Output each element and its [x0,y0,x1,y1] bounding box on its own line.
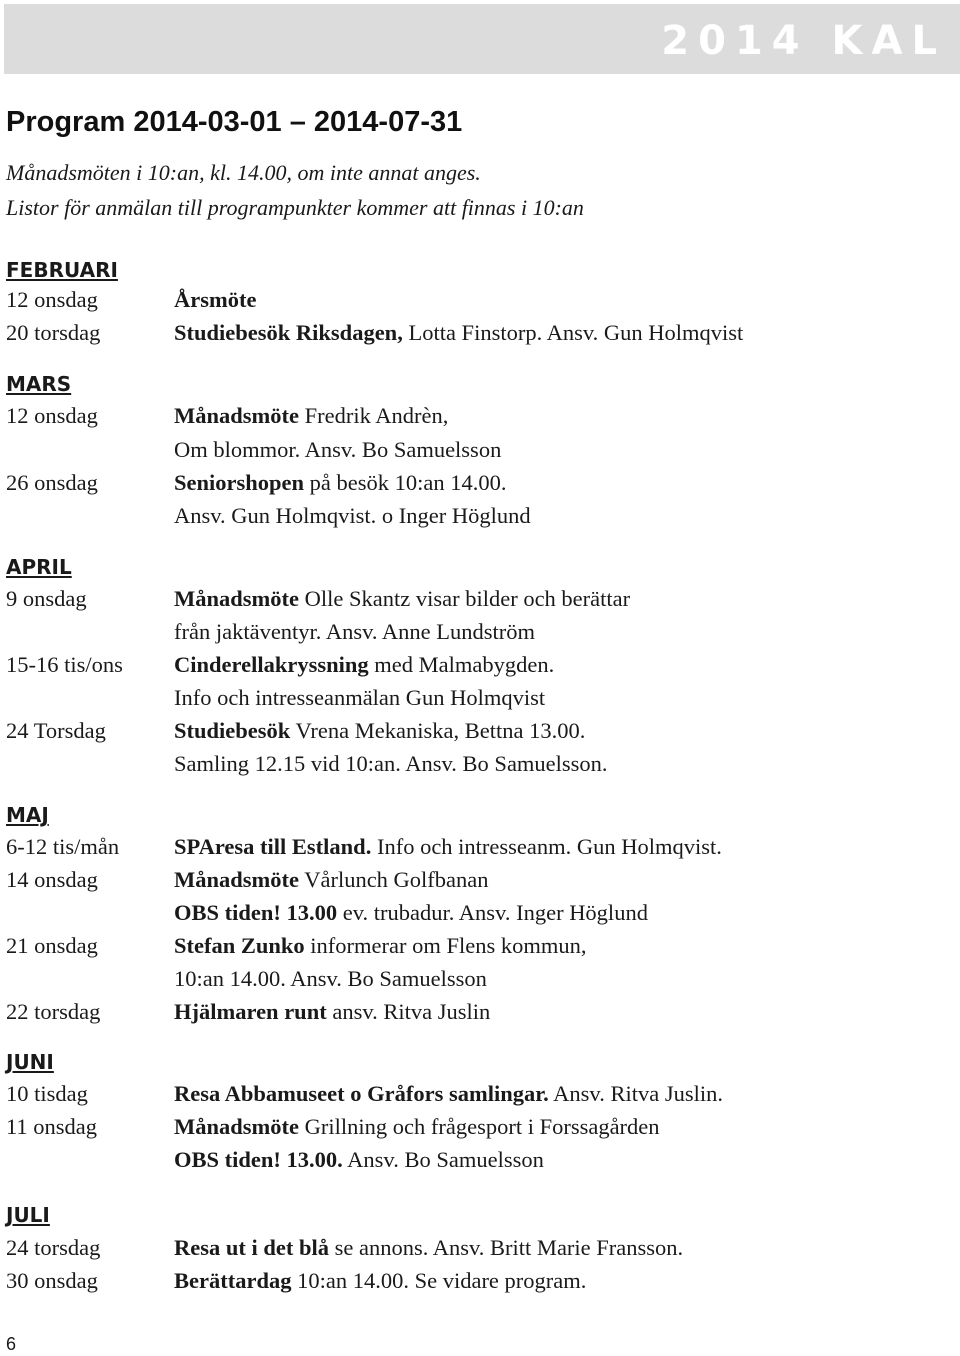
month-heading-februari: FEBRUARI [6,258,118,282]
entry-date: 15-16 tis/ons [6,652,123,677]
entry-details: se annons. Ansv. Britt Marie Fransson. [329,1235,684,1260]
month-heading-april: APRIL [6,555,72,579]
entry-date: 30 onsdag [6,1268,98,1293]
entry-title: Resa Abbamuseet o Gråfors samlingar. [174,1081,549,1106]
program-row [6,1235,946,1267]
subtitle-line-1: Månadsmöten i 10:an, kl. 14.00, om inte annat anges. [6,160,481,185]
entry-continuation: Info och intresseanmälan Gun Holmqvist [174,685,546,710]
page-number: 6 [6,1334,17,1354]
month-heading-mars: MARS [6,372,72,396]
entry-date: 24 Torsdag [6,718,106,743]
program-row [6,470,946,502]
entry-details: Ansv. Ritva Juslin. [548,1081,723,1106]
header-band [4,4,960,74]
entry-details: med Malmabygden. [368,652,555,677]
entry-title: Månadsmöte [174,403,299,428]
program-row [6,652,946,684]
entry-details: Vårlunch Golfbanan [299,867,489,892]
entry-date: 12 onsdag [6,287,98,312]
entry-date: 26 onsdag [6,470,98,495]
entry-title: Månadsmöte [174,586,299,611]
entry-title: Seniorshopen [174,470,305,495]
program-row [6,1114,946,1146]
entry-continuation: 10:an 14.00. Ansv. Bo Samuelsson [174,966,487,991]
entry-date: 12 onsdag [6,403,98,428]
entry-continuation: från jaktäventyr. Ansv. Anne Lundström [174,619,535,644]
entry-date: 6-12 tis/mån [6,834,120,859]
entry-description [174,1268,586,1294]
entry-continuation [174,900,648,926]
program-row [6,1268,946,1300]
program-row [6,999,946,1031]
entry-continuation: Ansv. Gun Holmqvist. o Inger Höglund [174,503,531,528]
entry-date: 14 onsdag [6,867,98,892]
entry-details: informerar om Flens kommun, [304,933,587,958]
entry-description [174,933,587,959]
entry-details: Vrena Mekaniska, Bettna 13.00. [290,718,586,743]
entry-description [174,403,448,429]
program-row [6,834,946,866]
entry-description [174,834,722,860]
entry-description [174,287,256,313]
entry-details: ev. trubadur. Ansv. Inger Höglund [337,900,648,925]
month-heading-maj: MAJ [6,803,49,827]
entry-description [174,470,507,496]
entry-continuation: Om blommor. Ansv. Bo Samuelsson [174,437,502,462]
program-row [6,867,946,899]
entry-title: Hjälmaren runt [174,999,327,1024]
entry-description [174,718,585,744]
program-row [6,718,946,750]
entry-description [174,1081,723,1107]
entry-details: Lotta Finstorp. Ansv. Gun Holmqvist [402,320,744,345]
program-row [6,586,946,618]
entry-details: ansv. Ritva Juslin [326,999,491,1024]
program-row [6,287,946,319]
entry-details: Info och intresseanm. Gun Holmqvist. [371,834,722,859]
entry-details: Grillning och frågesport i Forssagården [299,1114,660,1139]
program-row [6,1081,946,1113]
entry-description [174,652,554,678]
entry-description [174,999,490,1025]
entry-title: Berättardag [174,1268,292,1293]
entry-details: Fredrik Andrèn, [299,403,449,428]
entry-title: Månadsmöte [174,867,299,892]
program-row [6,933,946,965]
entry-title: SPAresa till Estland. [174,834,372,859]
month-heading-juli: JULI [6,1203,50,1227]
entry-continuation [174,1147,544,1173]
entry-continuation: Samling 12.15 vid 10:an. Ansv. Bo Samuelsson. [174,751,608,776]
entry-date: 24 torsdag [6,1235,101,1260]
entry-title: Studiebesök [174,718,291,743]
entry-notice: OBS tiden! 13.00. [174,1147,343,1172]
entry-description [174,1235,683,1261]
entry-title: Studiebesök Riksdagen, [174,320,403,345]
entry-description [174,586,630,612]
entry-details: Olle Skantz visar bilder och berättar [299,586,631,611]
entry-date: 11 onsdag [6,1114,98,1139]
entry-title: Cinderellakryssning [174,652,369,677]
program-row [6,320,946,352]
entry-date: 20 torsdag [6,320,101,345]
entry-title: Årsmöte [174,287,257,312]
entry-title: Resa ut i det blå [174,1235,330,1260]
entry-title: Stefan Zunko [174,933,305,958]
program-title: Program 2014-03-01 – 2014-07-31 [6,106,463,138]
entry-date: 9 onsdag [6,586,87,611]
entry-description [174,1114,660,1140]
entry-notice: OBS tiden! 13.00 [174,900,338,925]
entry-title: Månadsmöte [174,1114,299,1139]
subtitle-line-2: Listor för anmälan till programpunkter kommer att finnas i 10:an [6,195,584,220]
entry-details: Ansv. Bo Samuelsson [342,1147,544,1172]
entry-details: på besök 10:an 14.00. [304,470,507,495]
entry-date: 10 tisdag [6,1081,88,1106]
entry-date: 22 torsdag [6,999,101,1024]
entry-description [174,867,489,893]
program-row [6,403,946,435]
entry-date: 21 onsdag [6,933,98,958]
entry-description [174,320,743,346]
month-heading-juni: JUNI [6,1050,54,1074]
header-title: 2014 KAL [661,18,946,64]
entry-details: 10:an 14.00. Se vidare program. [291,1268,587,1293]
